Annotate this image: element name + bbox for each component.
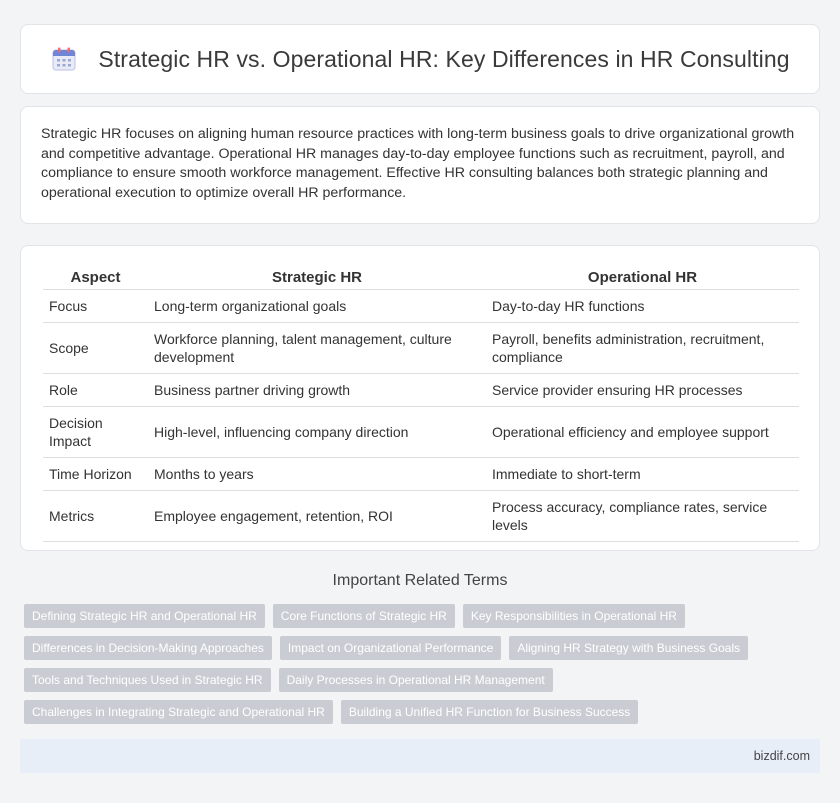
- aspect-cell: Decision Impact: [43, 407, 148, 458]
- aspect-cell: Focus: [43, 290, 148, 323]
- header-strategic-hr: Strategic HR: [148, 264, 486, 290]
- strategic-cell: Employee engagement, retention, ROI: [148, 491, 486, 542]
- comparison-table: [43, 264, 799, 542]
- intro-card: [20, 106, 820, 224]
- header-card: [20, 24, 820, 94]
- related-term-tag[interactable]: Challenges in Integrating Strategic and Operational HR: [24, 700, 333, 724]
- related-term-tag[interactable]: Differences in Decision-Making Approaches: [24, 636, 272, 660]
- aspect-cell: Role: [43, 374, 148, 407]
- strategic-cell: Business partner driving growth: [148, 374, 486, 407]
- strategic-cell: Long-term organizational goals: [148, 290, 486, 323]
- table-row: [43, 374, 799, 407]
- operational-cell: Service provider ensuring HR processes: [486, 374, 799, 407]
- aspect-cell: Metrics: [43, 491, 148, 542]
- footer-site-link[interactable]: bizdif.com: [753, 749, 810, 763]
- strategic-cell: High-level, influencing company direction: [148, 407, 486, 458]
- related-term-tag[interactable]: Core Functions of Strategic HR: [273, 604, 455, 628]
- operational-cell: Operational efficiency and employee support: [486, 407, 799, 458]
- table-row: [43, 407, 799, 458]
- related-term-tag[interactable]: Aligning HR Strategy with Business Goals: [509, 636, 748, 660]
- operational-cell: Day-to-day HR functions: [486, 290, 799, 323]
- related-term-tag[interactable]: Tools and Techniques Used in Strategic HR: [24, 668, 271, 692]
- related-terms-title: Important Related Terms: [332, 572, 508, 589]
- aspect-cell: Time Horizon: [43, 458, 148, 491]
- table-row: [43, 458, 799, 491]
- related-term-tag[interactable]: Impact on Organizational Performance: [280, 636, 501, 660]
- header-aspect: Aspect: [43, 264, 148, 290]
- comparison-card: [20, 245, 820, 551]
- related-term-tag[interactable]: Key Responsibilities in Operational HR: [463, 604, 685, 628]
- page-title: Strategic HR vs. Operational HR: Key Differences in HR Consulting: [98, 45, 790, 72]
- related-terms-list: [24, 604, 804, 724]
- table-row: [43, 323, 799, 374]
- calendar-icon: [50, 45, 78, 73]
- operational-cell: Immediate to short-term: [486, 458, 799, 491]
- table-row: [43, 491, 799, 542]
- strategic-cell: Workforce planning, talent management, culture development: [148, 323, 486, 374]
- operational-cell: Process accuracy, compliance rates, service levels: [486, 491, 799, 542]
- related-term-tag[interactable]: Defining Strategic HR and Operational HR: [24, 604, 265, 628]
- operational-cell: Payroll, benefits administration, recruitment, compliance: [486, 323, 799, 374]
- table-row: [43, 290, 799, 323]
- header-operational-hr: Operational HR: [486, 264, 799, 290]
- footer: [20, 739, 820, 773]
- strategic-cell: Months to years: [148, 458, 486, 491]
- intro-text: Strategic HR focuses on aligning human resource practices with long-term business goals to drive organizational growth and competitive advantage. Operational HR manages day-to-day employee functions such as recruitment, payroll, and compliance to ensure smooth workforce management. Effective HR consulting balances both strategic planning and operational execution to optimize overall HR performance.: [41, 126, 795, 201]
- related-term-tag[interactable]: Building a Unified HR Function for Business Success: [341, 700, 638, 724]
- related-term-tag[interactable]: Daily Processes in Operational HR Management: [279, 668, 553, 692]
- aspect-cell: Scope: [43, 323, 148, 374]
